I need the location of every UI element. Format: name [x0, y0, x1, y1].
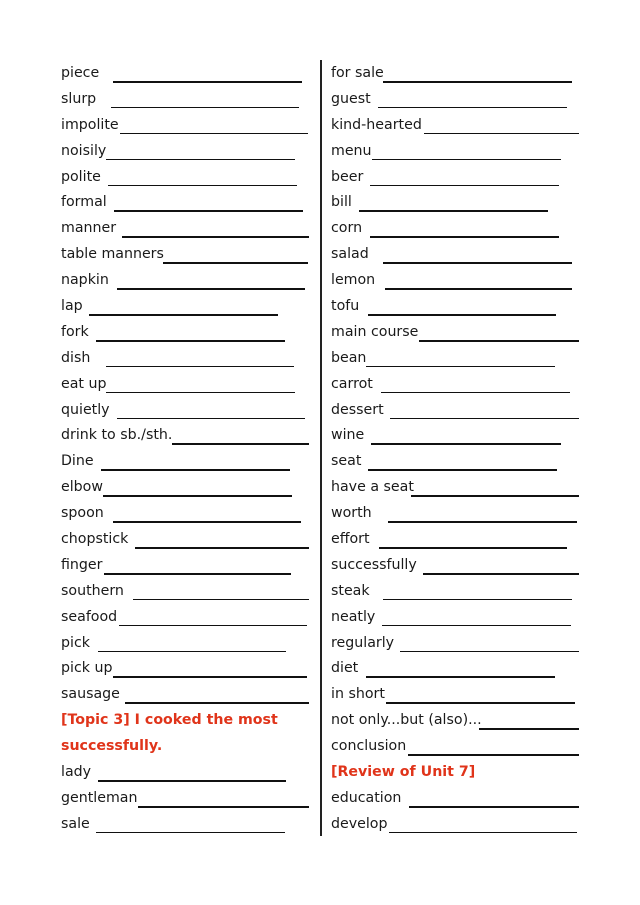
vocab-row — [61, 475, 309, 501]
vocab-row — [61, 268, 309, 294]
answer-blank-line[interactable] — [122, 236, 309, 238]
answer-blank-line[interactable] — [386, 702, 575, 704]
answer-blank-line[interactable] — [411, 495, 579, 497]
answer-blank-line[interactable] — [383, 599, 572, 601]
answer-blank-line[interactable] — [138, 806, 309, 808]
vocab-term: guest — [331, 90, 371, 107]
vocab-row — [331, 708, 579, 734]
vocab-term: in short — [331, 686, 385, 703]
answer-blank-line[interactable] — [366, 366, 555, 368]
answer-blank-line[interactable] — [408, 754, 579, 756]
vocab-term: carrot — [331, 375, 373, 392]
vocab-term: wine — [331, 427, 365, 444]
vocab-row — [61, 423, 309, 449]
vocab-row — [331, 398, 579, 424]
vocab-row — [61, 87, 309, 113]
answer-blank-line[interactable] — [89, 314, 278, 316]
vocab-row — [331, 242, 579, 268]
vocab-row — [331, 190, 579, 216]
answer-blank-line[interactable] — [163, 262, 308, 264]
answer-blank-line[interactable] — [371, 443, 561, 445]
vocab-term: slurp — [61, 90, 97, 107]
vocab-term: impolite — [61, 116, 119, 133]
answer-blank-line[interactable] — [388, 521, 577, 523]
vocab-row — [331, 61, 579, 87]
answer-blank-line[interactable] — [382, 625, 571, 627]
vocab-term: dish — [61, 349, 91, 366]
vocab-term: fork — [61, 323, 89, 340]
answer-blank-line[interactable] — [172, 443, 309, 445]
answer-blank-line[interactable] — [368, 469, 557, 471]
answer-blank-line[interactable] — [96, 340, 285, 342]
vocab-row — [61, 372, 309, 398]
vocab-term: develop — [331, 815, 388, 832]
vocab-row — [331, 605, 579, 631]
vocab-row — [61, 579, 309, 605]
answer-blank-line[interactable] — [117, 288, 305, 290]
answer-blank-line[interactable] — [366, 676, 555, 678]
vocab-term: neatly — [331, 608, 376, 625]
answer-blank-line[interactable] — [101, 469, 290, 471]
answer-blank-line[interactable] — [379, 547, 567, 549]
vocab-row — [61, 398, 309, 424]
vocab-term: kind-hearted — [331, 116, 422, 133]
vocab-row — [331, 682, 579, 708]
vocab-term: tofu — [331, 298, 360, 315]
vocab-term: lap — [61, 298, 83, 315]
vocab-term: pick — [61, 634, 90, 651]
answer-blank-line[interactable] — [383, 81, 572, 83]
vocab-row — [331, 786, 579, 812]
answer-blank-line[interactable] — [113, 676, 307, 678]
vocab-term: diet — [331, 660, 359, 677]
vocab-row — [331, 734, 579, 760]
answer-blank-line[interactable] — [400, 651, 579, 653]
vocab-row — [331, 527, 579, 553]
vocab-term: main course — [331, 323, 419, 340]
vocab-row — [61, 605, 309, 631]
vocab-term: sale — [61, 815, 90, 832]
vocab-term: successfully — [331, 556, 417, 573]
answer-blank-line[interactable] — [409, 806, 579, 808]
vocab-term: Dine — [61, 453, 94, 470]
vocab-row — [61, 242, 309, 268]
vocab-row — [331, 139, 579, 165]
answer-blank-line[interactable] — [372, 159, 561, 161]
vocab-row — [331, 812, 579, 838]
vocab-term: lady — [61, 764, 92, 781]
vocab-term: seafood — [61, 608, 118, 625]
answer-blank-line[interactable] — [98, 651, 286, 653]
vocab-term: napkin — [61, 272, 109, 289]
vocab-row — [61, 449, 309, 475]
answer-blank-line[interactable] — [479, 728, 579, 730]
vocab-row — [331, 87, 579, 113]
vocab-row — [331, 449, 579, 475]
vocab-row — [61, 786, 309, 812]
vocab-term: chopstick — [61, 531, 129, 548]
vocab-term: pick up — [61, 660, 113, 677]
left-column — [61, 61, 309, 838]
vocab-term: menu — [331, 142, 372, 159]
answer-blank-line[interactable] — [389, 832, 577, 834]
answer-blank-line[interactable] — [113, 521, 301, 523]
vocab-row — [61, 501, 309, 527]
vocab-term: beer — [331, 168, 364, 185]
vocab-term: polite — [61, 168, 101, 185]
answer-blank-line[interactable] — [106, 366, 294, 368]
vocab-term: worth — [331, 505, 372, 522]
vocab-term: noisily — [61, 142, 107, 159]
vocab-term: not only...but (also)... — [331, 712, 482, 729]
vocab-term: table manners — [61, 246, 164, 263]
vocab-row — [61, 656, 309, 682]
vocab-term: finger — [61, 556, 103, 573]
vocab-row — [61, 346, 309, 372]
vocab-term: eat up — [61, 375, 107, 392]
vocab-row — [331, 656, 579, 682]
vocab-term: bean — [331, 349, 367, 366]
answer-blank-line[interactable] — [381, 392, 570, 394]
answer-blank-line[interactable] — [117, 418, 305, 420]
vocab-row — [61, 113, 309, 139]
vocab-row — [331, 372, 579, 398]
vocab-term: education — [331, 789, 402, 806]
answer-blank-line[interactable] — [125, 702, 309, 704]
vocab-term: steak — [331, 582, 370, 599]
vocab-row — [61, 760, 309, 786]
vocab-row — [61, 61, 309, 87]
vocab-term: dessert — [331, 401, 384, 418]
answer-blank-line[interactable] — [419, 340, 579, 342]
vocab-row — [331, 579, 579, 605]
answer-blank-line[interactable] — [359, 210, 548, 212]
vocab-row — [61, 682, 309, 708]
vocab-term: drink to sb./sth. — [61, 427, 173, 444]
vocab-term: piece — [61, 65, 100, 81]
vocab-row — [331, 423, 579, 449]
vocab-row — [331, 268, 579, 294]
section-heading-topic3-line2: successfully. — [61, 738, 163, 755]
vocab-row — [331, 631, 579, 657]
answer-blank-line[interactable] — [119, 625, 307, 627]
vocab-term: seat — [331, 453, 362, 470]
vocab-term: southern — [61, 582, 124, 599]
answer-blank-line[interactable] — [106, 159, 295, 161]
answer-blank-line[interactable] — [385, 288, 572, 290]
vocab-term: effort — [331, 531, 370, 548]
vocab-row — [61, 527, 309, 553]
vocab-row — [331, 475, 579, 501]
answer-blank-line[interactable] — [378, 107, 567, 109]
vocab-term: conclusion — [331, 738, 407, 755]
vocab-term: sausage — [61, 686, 120, 703]
vocab-row — [61, 190, 309, 216]
answer-blank-line[interactable] — [370, 185, 559, 187]
vocab-row — [61, 165, 309, 191]
answer-blank-line[interactable] — [96, 832, 285, 834]
vocab-term: manner — [61, 220, 117, 237]
answer-blank-line[interactable] — [368, 314, 556, 316]
answer-blank-line[interactable] — [133, 599, 309, 601]
section-heading-review-unit7: [Review of Unit 7] — [331, 764, 476, 781]
vocab-row — [61, 812, 309, 838]
answer-blank-line[interactable] — [423, 573, 579, 575]
answer-blank-line[interactable] — [108, 185, 297, 187]
section-heading-topic3-line1: [Topic 3] I cooked the most — [61, 712, 278, 729]
vocab-row — [61, 320, 309, 346]
vocab-term: regularly — [331, 634, 395, 651]
answer-blank-line[interactable] — [383, 262, 572, 264]
vocab-row — [331, 294, 579, 320]
right-column — [331, 61, 579, 838]
vocab-row — [61, 139, 309, 165]
vocab-term: have a seat — [331, 479, 414, 496]
answer-blank-line[interactable] — [103, 495, 292, 497]
answer-blank-line[interactable] — [113, 81, 302, 83]
vocab-row — [331, 320, 579, 346]
vocab-term: bill — [331, 194, 352, 211]
vocab-row — [331, 346, 579, 372]
answer-blank-line[interactable] — [370, 236, 559, 238]
answer-blank-line[interactable] — [114, 210, 303, 212]
answer-blank-line[interactable] — [111, 107, 299, 109]
vocab-row — [61, 553, 309, 579]
vocab-row — [331, 553, 579, 579]
vocab-row — [331, 501, 579, 527]
answer-blank-line[interactable] — [104, 573, 291, 575]
vocab-term: gentleman — [61, 789, 138, 806]
vocab-row — [331, 165, 579, 191]
vocab-term: elbow — [61, 479, 103, 496]
answer-blank-line[interactable] — [135, 547, 309, 549]
answer-blank-line[interactable] — [106, 392, 295, 394]
answer-blank-line[interactable] — [424, 133, 579, 135]
answer-blank-line[interactable] — [98, 780, 286, 782]
answer-blank-line[interactable] — [120, 133, 308, 135]
vocab-row — [61, 631, 309, 657]
vocab-term: formal — [61, 194, 107, 211]
vocab-row — [331, 216, 579, 242]
vocab-term: salad — [331, 246, 369, 263]
vocab-row — [61, 294, 309, 320]
vocab-term: corn — [331, 220, 363, 237]
vocab-term: lemon — [331, 272, 376, 289]
answer-blank-line[interactable] — [390, 418, 579, 420]
column-divider — [320, 60, 322, 836]
vocab-term: quietly — [61, 401, 110, 418]
vocab-row — [331, 113, 579, 139]
vocab-row — [61, 216, 309, 242]
vocab-term: spoon — [61, 505, 104, 522]
vocab-term: for sale — [331, 65, 384, 81]
